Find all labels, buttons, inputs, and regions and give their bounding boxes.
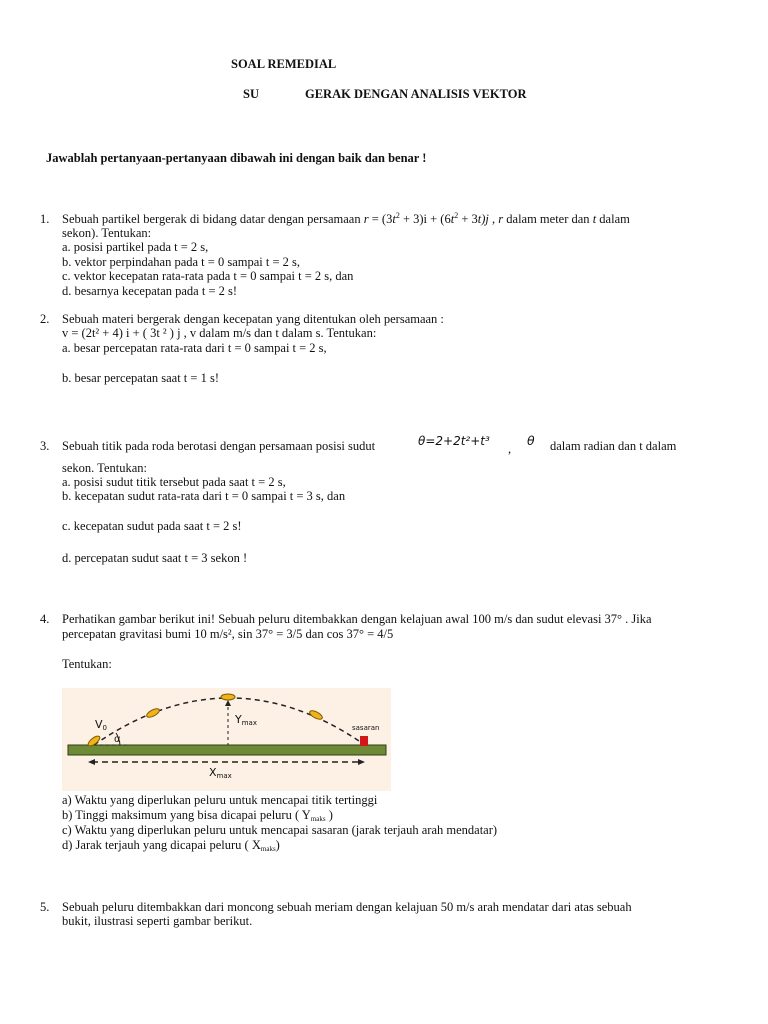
question-2-line-1: Sebuah materi bergerak dengan kecepatan yang ditentukan oleh persamaan : bbox=[62, 312, 444, 326]
question-1-line-2: sekon). Tentukan: bbox=[62, 226, 152, 240]
question-1-item-b: b. vektor perpindahan pada t = 0 sampai t = 2 s, bbox=[62, 255, 301, 269]
theta-symbol: θ bbox=[527, 433, 535, 448]
question-number: 5. bbox=[40, 900, 50, 914]
xmax-arrow-right bbox=[358, 759, 365, 765]
question-3-item-a: a. posisi sudut titik tersebut pada saat t = 2 s, bbox=[62, 475, 286, 489]
document-title: SOAL REMEDIAL bbox=[231, 57, 337, 71]
question-number: 2. bbox=[40, 312, 50, 326]
xmax-arrow-left bbox=[88, 759, 95, 765]
instruction: Jawablah pertanyaan-pertanyaan dibawah ini dengan baik dan benar ! bbox=[46, 151, 427, 165]
angular-position-equation: θ=2+2t²+t³ bbox=[418, 434, 490, 448]
projectile-peak bbox=[221, 694, 235, 700]
question-2-item-a: a. besar percepatan rata-rata dari t = 0 sampai t = 2 s, bbox=[62, 341, 327, 355]
question-3-line-2: sekon. Tentukan: bbox=[62, 461, 147, 475]
question-5-line-1: Sebuah peluru ditembakkan dari moncong sebuah meriam dengan kelajuan 50 m/s arah mendatar dari atas sebuah bbox=[62, 900, 632, 914]
question-5-line-2: bukit, ilustrasi seperti gambar berikut. bbox=[62, 914, 253, 928]
ymax-label: $Y_{max}$ bbox=[235, 713, 257, 727]
question-3-item-c: c. kecepatan sudut pada saat t = 2 s! bbox=[62, 519, 242, 533]
alpha-label: α bbox=[114, 734, 121, 745]
projectile-rising bbox=[145, 707, 160, 719]
question-1-item-a: a. posisi partikel pada t = 2 s, bbox=[62, 240, 209, 254]
question-4-tentukan: Tentukan: bbox=[62, 657, 112, 671]
question-4-item-d: d) Jarak terjauh yang dicapai peluru ( $X_{maks}$) bbox=[62, 838, 280, 853]
question-3-line-1-end: dalam radian dan t dalam bbox=[550, 439, 677, 453]
target-block bbox=[360, 736, 368, 746]
projectile-falling bbox=[308, 709, 323, 721]
question-3-item-b: b. kecepatan sudut rata-rata dari t = 0 sampai t = 3 s, dan bbox=[62, 489, 346, 503]
question-3-line-1: Sebuah titik pada roda berotasi dengan persamaan posisi sudut bbox=[62, 439, 376, 453]
question-1-line-1: Sebuah partikel bergerak di bidang datar dengan persamaan $r = (3t^2 + 3)i + (6t^2 + 3t)j$ , r dalam meter dan t dalam bbox=[62, 211, 630, 226]
ground bbox=[68, 745, 386, 755]
question-4-item-b: b) Tinggi maksimum yang bisa dicapai peluru ( $Y_{maks}$ ) bbox=[62, 808, 333, 823]
document-topic: GERAK DENGAN ANALISIS VEKTOR bbox=[305, 87, 527, 101]
v0-label: $V_0$ bbox=[95, 718, 107, 732]
question-number: 3. bbox=[40, 439, 50, 453]
ymax-arrowhead bbox=[225, 700, 231, 706]
projectile-figure bbox=[62, 688, 391, 791]
question-4-item-c: c) Waktu yang diperlukan peluru untuk mencapai sasaran (jarak terjauh arah mendatar) bbox=[62, 823, 498, 837]
question-1-item-d: d. besarnya kecepatan pada t = 2 s! bbox=[62, 284, 238, 298]
question-3-item-d: d. percepatan sudut saat t = 3 sekon ! bbox=[62, 551, 248, 565]
header-su: SU bbox=[243, 87, 259, 101]
question-2-line-2: v = (2t² + 4) i + ( 3t ² ) j , v dalam m/s dan t dalam s. Tentukan: bbox=[62, 326, 377, 340]
question-4-item-a: a) Waktu yang diperlukan peluru untuk mencapai titik tertinggi bbox=[62, 793, 378, 807]
question-4-line-1: Perhatikan gambar berikut ini! Sebuah peluru ditembakkan dengan kelajuan awal 100 m/s dan sudut elevasi 37° . Jika bbox=[62, 612, 652, 626]
sasaran-label: sasaran bbox=[352, 724, 380, 732]
xmax-label: $X_{max}$ bbox=[209, 766, 232, 780]
question-number: 4. bbox=[40, 612, 50, 626]
question-2-item-b: b. besar percepatan saat t = 1 s! bbox=[62, 371, 219, 385]
question-1-item-c: c. vektor kecepatan rata-rata pada t = 0 sampai t = 2 s, dan bbox=[62, 269, 354, 283]
question-4-line-2: percepatan gravitasi bumi 10 m/s², sin 37° = 3/5 dan cos 37° = 4/5 bbox=[62, 627, 394, 641]
equation-comma: , bbox=[508, 442, 512, 456]
question-number: 1. bbox=[40, 212, 50, 226]
